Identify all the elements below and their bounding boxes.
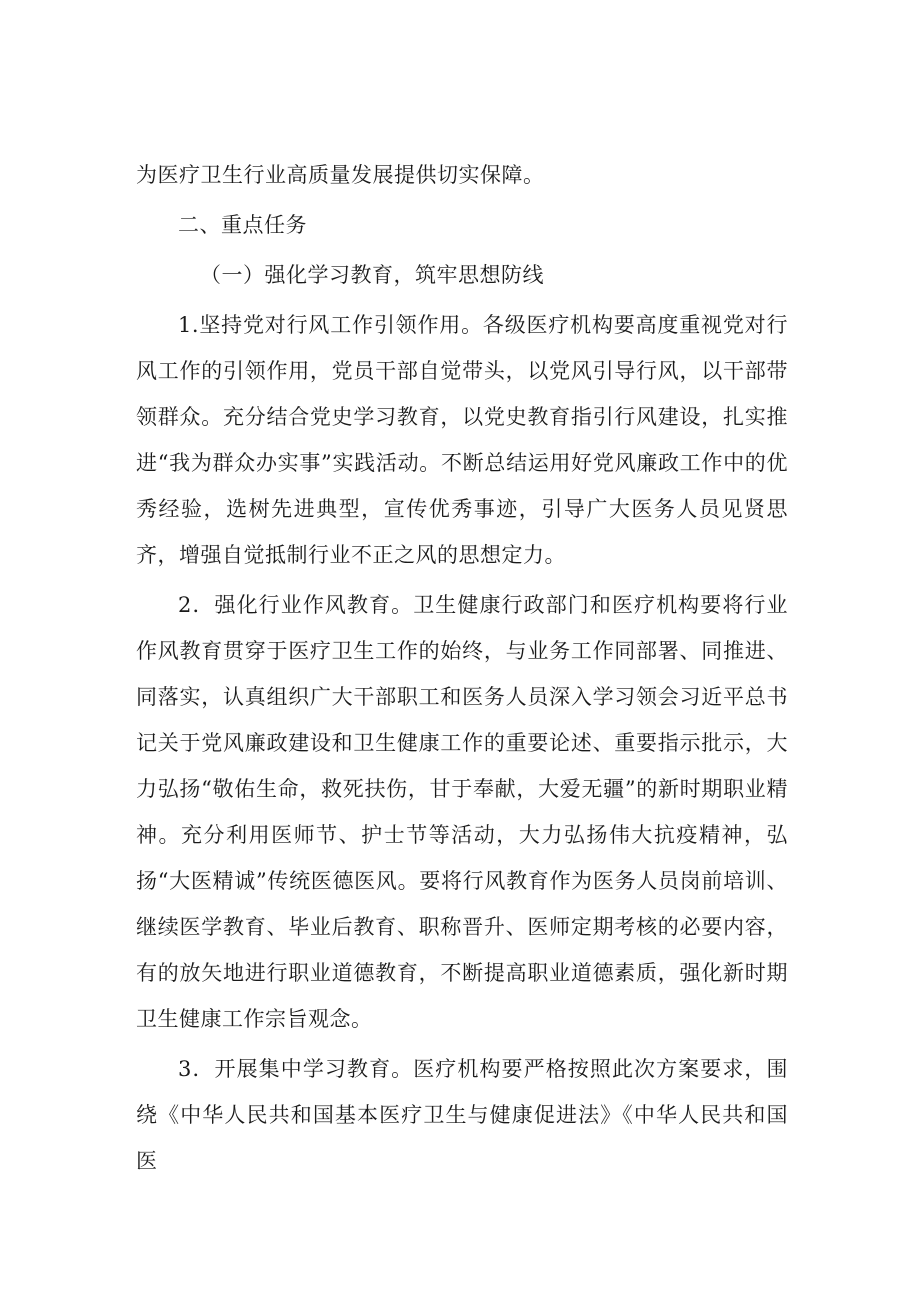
paragraph-item-2: 2．强化行业作风教育。卫生健康行政部门和医疗机构要将行业作风教育贯穿于医疗卫生工作的始终，与业务工作同部署、同推进、同落实，认真组织广大干部职工和医务人员深入学习领会习近平总书记关于党风廉政建设和卫生健康工作的重要论述、重要指示批示，大力弘扬“敬佑生命，救死扶伤，甘于奉献，大爱无疆”的新时期职业精神。充分利用医师节、护士节等活动，大力弘扬伟大抗疫精神，弘扬“大医精诚”传统医德医风。要将行风教育作为医务人员岗前培训、继续医学教育、毕业后教育、职称晋升、医师定期考核的必要内容，有的放矢地进行职业道德教育，不断提高职业道德素质，强化新时期卫生健康工作宗旨观念。 [136, 593, 788, 1031]
paragraph-item-3: 3．开展集中学习教育。医疗机构要严格按照此次方案要求，围绕《中华人民共和国基本医疗卫生与健康促进法》《中华人民共和国医 [136, 1057, 788, 1173]
section-heading: 二、重点任务 [178, 213, 307, 237]
subsection-heading: （一）强化学习教育，筑牢思想防线 [200, 263, 544, 287]
paragraph-item-1: 1.坚持党对行风工作引领作用。各级医疗机构要高度重视党对行风工作的引领作用，党员干部自觉带头，以党风引导行风，以干部带领群众。充分结合党史学习教育，以党史教育指引行风建设，扎实推进“我为群众办实事”实践活动。不断总结运用好党风廉政工作中的优秀经验，选树先进典型，宣传优秀事迹，引导广大医务人员见贤思齐，增强自觉抵制行业不正之风的思想定力。 [136, 313, 788, 567]
paragraph-continuation: 为医疗卫生行业高质量发展提供切实保障。 [136, 163, 545, 187]
document-body [136, 152, 788, 1184]
